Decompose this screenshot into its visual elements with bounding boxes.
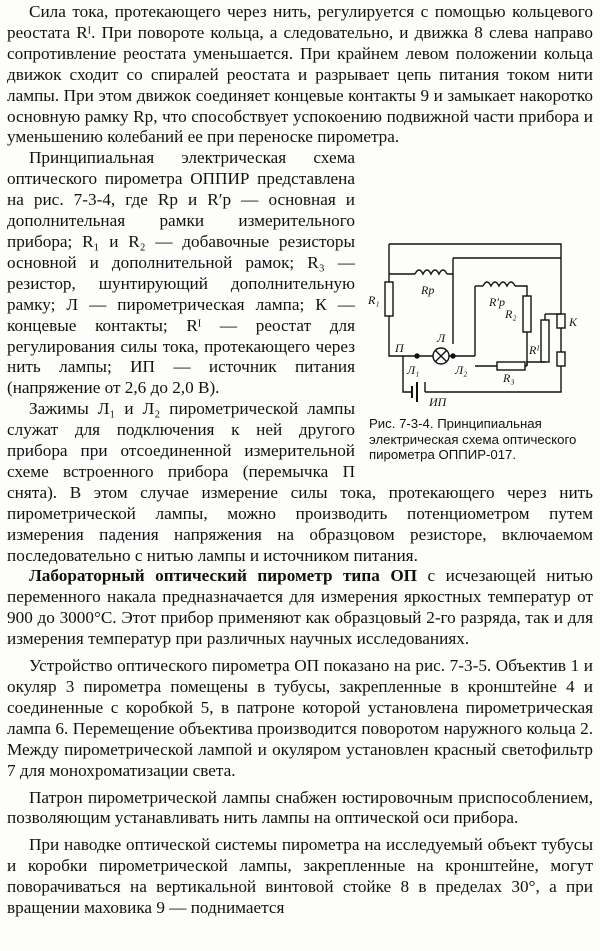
paragraph-3: Зажимы Л₁ и Л₂ пирометрической лампы служат для подключения к ней другого прибора при отсоединенной измерительной схеме встроенного прибора (перемычка П снята). В этом случае измерение силы тока, протекающего через нить пирометрической лампы, можно производить потенциометром путем измерения падения напряжения на образцовом резисторе, включаемом последовательно с нитью лампы и источником питания. <box>7 399 593 565</box>
label-rp: Rр <box>421 283 435 298</box>
label-l: Л <box>437 331 446 346</box>
wire-rpp-right <box>515 286 527 296</box>
coil-rp-prime <box>483 282 515 286</box>
figure-7-3-4 <box>365 214 593 463</box>
battery-ip <box>412 382 417 402</box>
resistor-r3 <box>497 362 525 370</box>
label-l1: Л₁ <box>407 363 420 378</box>
wire-rp-right <box>447 274 453 344</box>
label-r3: R₃ <box>503 371 515 386</box>
terminal-l1 <box>415 354 419 358</box>
label-ri: Rᴵ <box>529 343 540 358</box>
figure-wrap-block <box>7 148 593 566</box>
paragraph-4-text: с исчезающей нитью переменного накала предназначается для измерения яркостных температур от 900 до 3000°С. Этот прибор применяют как образцовый 2-го разряда, так и для измерения температур при различных научных исследованиях. <box>7 566 594 649</box>
wire-r3-ri <box>527 362 545 366</box>
wire-bottom <box>425 366 561 392</box>
paragraph-4-heading: Лабораторный оптический пирометр типа ОП <box>29 566 418 586</box>
rheostat-ri <box>541 320 549 362</box>
label-k: К <box>569 315 577 330</box>
resistor-r1 <box>385 282 393 316</box>
label-ip: ИП <box>429 395 447 410</box>
label-l2: Л₂ <box>455 363 468 378</box>
paragraph-4 <box>7 566 593 650</box>
resistor-r2 <box>523 296 531 332</box>
label-rp-prime: R′р <box>489 295 505 310</box>
figure-caption: Рис. 7-3-4. Принципиальная электрическая схема оптического пирометра ОППИР-017. <box>369 416 577 463</box>
contact-k-lower <box>557 352 565 366</box>
label-p: П <box>395 341 404 356</box>
terminal-l2 <box>451 354 455 358</box>
label-r1: R₁ <box>368 293 380 308</box>
contact-k-upper <box>557 314 565 328</box>
paragraph-1: Сила тока, протекающего через нить, регулируется с помощью кольцевого реостата Rᴵ. При повороте кольца, а следовательно, и движка 8 слева направо сопротивление реостата уменьшается. При крайнем левом положении кольца движок сходит со спиралей реостата и разрывает цепь питания током нити лампы. При этом движок соединяет концевые контакты 9 и замыкает накоротко основную рамку Rр, что способствует успокоению подвижной части прибора и уменьшению колебаний ее при переноске пирометра. <box>7 2 593 147</box>
paragraph-5: Устройство оптического пирометра ОП показано на рис. 7-3-5. Объектив 1 и окуляр 3 пирометра помещены в тубусы, закрепленные в кронштейне 4 и соединенные с коробкой 5, в патроне которой установлена пирометрическая лампа 6. Перемещение объектива производится поворотом наружного кольца 2. Между пирометрической лампой и окуляром установлен красный светофильтр 7 для монохроматизации света. <box>7 656 593 780</box>
circuit-diagram <box>365 214 593 410</box>
paragraph-7: При наводке оптической системы пирометра на исследуемый объект тубусы и коробки пирометрической лампы, закрепленные на кронштейне, могут поворачиваться на вертикальной винтовой стойке 8 в пределах 30°, а при вращении маховика 9 — поднимается <box>7 835 593 918</box>
paragraph-2: Принципиальная электрическая схема оптического пирометра ОППИР представлена на рис. 7-3-4, где Rр и R′р — основная и дополнительная рамки измерительного прибора; R₁ и R₂ — добавочные резисторы основной и дополнительной рамок; R₃ — резистор, шунтирующий дополнительную рамку; Л — пирометрическая лампа; К — концевые контакты; Rᴵ — реостат для регулирования силы тока, протекающего через нить лампы; ИП — источник питания (напряжение от 2,6 до 2,0 В). <box>7 148 355 398</box>
label-r2: R₂ <box>505 307 517 322</box>
paragraph-6: Патрон пирометрической лампы снабжен юстировочным приспособлением, позволяющим устанавливать нить лампы на оптической оси прибора. <box>7 787 593 828</box>
lamp-filament <box>435 350 447 362</box>
coil-rp <box>415 270 447 274</box>
